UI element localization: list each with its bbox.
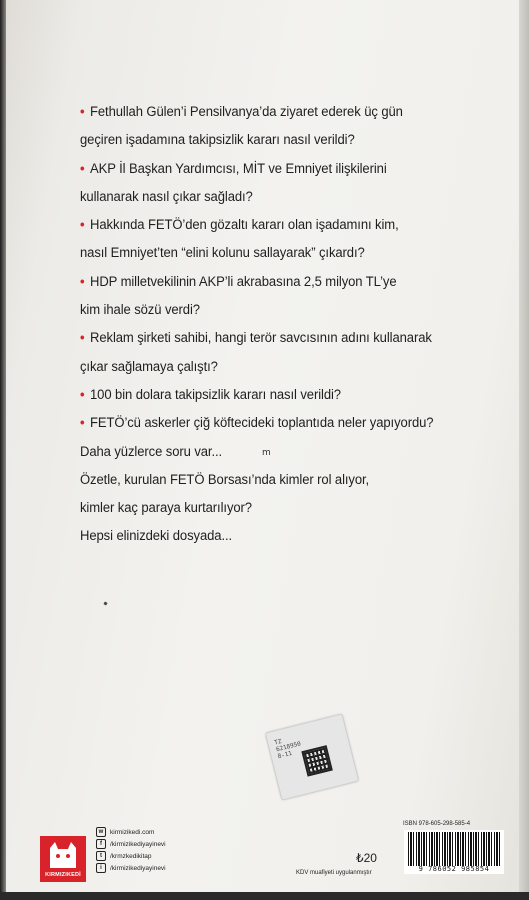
blurb-text: [80, 98, 466, 551]
social-row-web: [96, 826, 166, 838]
bullet-icon: •: [80, 386, 85, 403]
blurb-line: [80, 353, 466, 381]
social-row-twitter: [96, 850, 166, 862]
price-label: ₺20: [356, 851, 377, 865]
bullet-icon: •: [80, 160, 85, 177]
blurb-line: [80, 239, 466, 267]
blurb-line-text: Hakkında FETÖ’den gözaltı kararı olan işadamını kim,: [90, 217, 399, 234]
blurb-line: [80, 381, 466, 409]
instagram-icon: i: [96, 863, 106, 873]
twitter-icon: t: [96, 851, 106, 861]
social-label-twitter: /krmzkedikitap: [110, 852, 152, 860]
isbn-label: ISBN 978-605-298-585-4: [403, 821, 471, 827]
store-sticker: [265, 713, 360, 800]
blurb-line-text: Reklam şirketi sahibi, hangi terör savcısının adını kullanarak: [90, 330, 432, 347]
blurb-line: [80, 98, 466, 126]
blurb-line-text: AKP İl Başkan Yardımcısı, MİT ve Emniyet ilişkilerini: [90, 160, 387, 177]
blurb-line: [80, 126, 466, 154]
social-label-instagram: /kirmizikediyayinevi: [110, 864, 166, 872]
blurb-line-text: çıkar sağlamaya çalıştı?: [80, 358, 218, 375]
blurb-line: [80, 183, 466, 211]
qr-code-icon: [301, 745, 333, 777]
blurb-line-text: Fethullah Gülen’i Pensilvanya’da ziyaret ederek üç gün: [90, 104, 403, 120]
dust-speck: [103, 601, 107, 605]
facebook-icon: f: [96, 839, 106, 849]
kdv-note: KDV muafiyeti uygulanmıştır: [296, 870, 372, 876]
bullet-icon: •: [80, 330, 85, 347]
social-row-facebook: [96, 838, 166, 850]
blurb-line-text: kullanarak nasıl çıkar sağladı?: [80, 188, 253, 205]
blurb-line: [80, 211, 466, 239]
social-label-web: kirmizikedi.com: [110, 828, 155, 836]
blurb-line: [80, 268, 466, 296]
bullet-icon: •: [80, 217, 85, 234]
bullet-icon: •: [80, 104, 85, 120]
blurb-line-text: nasıl Emniyet’ten “elini kolunu sallayarak” çıkardı?: [80, 245, 365, 262]
sticker-code: TZ 6218950 8-11: [273, 738, 302, 761]
blurb-line: [80, 494, 466, 522]
bullet-icon: •: [80, 273, 85, 290]
blurb-line-text: Özetle, kurulan FETÖ Borsası’nda kimler rol alıyor,: [80, 471, 370, 488]
web-icon: w: [96, 827, 106, 837]
cat-icon: [46, 840, 80, 870]
bullet-icon: •: [80, 415, 85, 432]
blurb-line-text: 100 bin dolara takipsizlik kararı nasıl verildi?: [90, 386, 341, 403]
blurb-line-text: Hepsi elinizdeki dosyada...: [80, 528, 233, 545]
barcode: [404, 830, 504, 874]
blurb-line: [80, 296, 466, 324]
print-mark: m: [262, 448, 271, 458]
blurb-line: [80, 466, 466, 494]
logo-wordmark: KIRMIZIKEDİ: [45, 872, 81, 878]
blurb-line-text: kimler kaç paraya kurtarılıyor?: [80, 500, 252, 517]
blurb-line: [80, 438, 466, 466]
blurb-line-text: FETÖ’cü askerler çiğ köftecideki toplantıda neler yapıyordu?: [90, 415, 434, 432]
cover-left-edge: [0, 0, 6, 900]
social-links: [96, 826, 166, 874]
social-label-facebook: /kirmizikediyayinevi: [110, 840, 166, 848]
social-row-instagram: [96, 862, 166, 874]
blurb-line: [80, 409, 466, 437]
barcode-number: 9 786052 985854: [418, 865, 490, 873]
blurb-line-text: geçiren işadamına takipsizlik kararı nasıl verildi?: [80, 132, 355, 149]
blurb-line: [80, 522, 466, 550]
blurb-line: [80, 324, 466, 352]
blurb-line-text: Daha yüzlerce soru var...: [80, 443, 223, 460]
barcode-bars: [408, 832, 500, 866]
blurb-line-text: kim ihale sözü verdi?: [80, 302, 200, 319]
blurb-line: [80, 155, 466, 183]
cover-bottom-edge: [0, 892, 529, 900]
blurb-line-text: HDP milletvekilinin AKP’li akrabasına 2,5 milyon TL’ye: [90, 273, 397, 290]
cover-right-edge: [519, 0, 529, 900]
publisher-logo: [40, 836, 86, 882]
